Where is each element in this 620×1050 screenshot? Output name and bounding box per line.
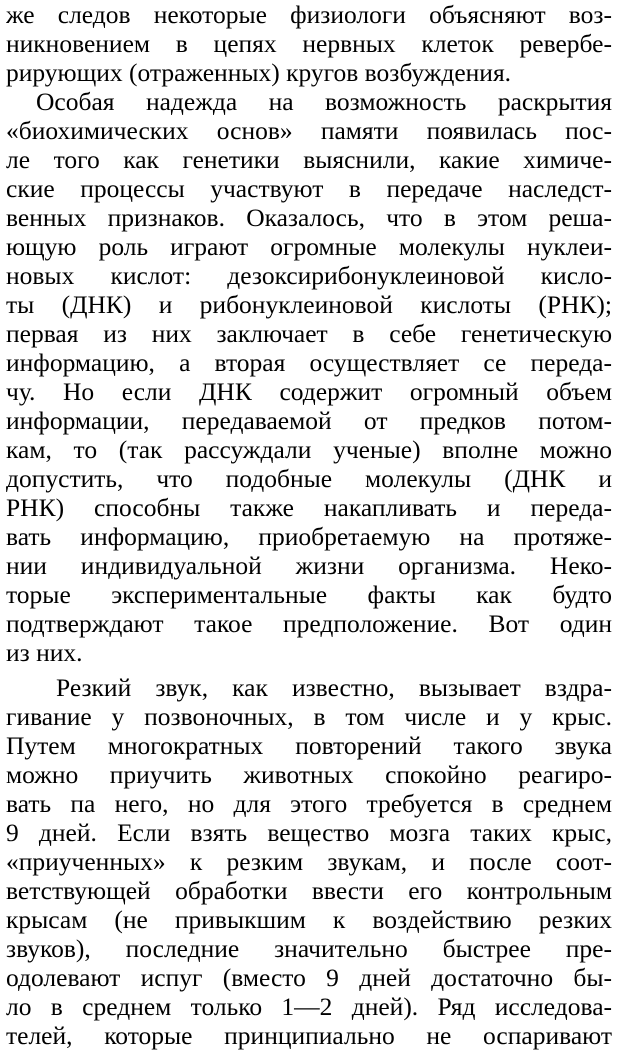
paragraph-1 (6, 0, 612, 87)
text-line: чу. Но если ДНК содержит огромный объем (6, 377, 612, 406)
text-line: информацию, а вторая осуществляет се переда- (6, 348, 612, 377)
text-line: телей, которые принципиально не оспаривают (6, 1021, 612, 1050)
text-line: никновением в цепях нервных клеток ревербе- (6, 29, 612, 58)
text-line: торые экспериментальные факты как будто (6, 580, 612, 609)
text-line: рирующих (отраженных) кругов возбуждения. (6, 58, 512, 87)
text-line: вать информацию, приобретаемую на протяже- (6, 522, 612, 551)
text-line: крысам (не привыкшим к воздействию резких (6, 905, 612, 934)
paragraph-3 (6, 673, 612, 1050)
text-line: «приученных» к резким звукам, и после соот- (6, 847, 612, 876)
text-line: ющую роль играют огромные молекулы нуклеи- (6, 232, 612, 261)
text-line: РНК) способны также накапливать и переда- (6, 493, 612, 522)
paragraph-2 (6, 87, 612, 667)
text-line: же следов некоторые физиологи объясняют воз- (6, 0, 612, 29)
text-line: первая из них заключает в себе генетическую (6, 319, 612, 348)
text-line: Особая надежда на возможность раскрытия (36, 87, 612, 116)
text-line: 9 дней. Если взять вещество мозга таких крыс, (6, 818, 612, 847)
text-page (6, 0, 612, 1050)
text-line: ло в среднем только 1—2 дней). Ряд исследова- (6, 992, 612, 1021)
text-line: кам, то (так рассуждали ученые) вполне можно (6, 435, 612, 464)
text-line: звуков), последние значительно быстрее пре- (6, 934, 612, 963)
text-line: венных признаков. Оказалось, что в этом реша- (6, 203, 612, 232)
text-line: одолевают испуг (вместо 9 дней достаточно бы- (6, 963, 612, 992)
text-line: ветствующей обработки ввести его контрольным (6, 876, 612, 905)
text-line: подтверждают такое предположение. Вот один (6, 609, 612, 638)
text-line: ле того как генетики выяснили, какие химиче- (6, 145, 612, 174)
text-line: гивание у позвоночных, в том числе и у крыс. (6, 702, 612, 731)
text-line: информации, передаваемой от предков потом- (6, 406, 612, 435)
text-line: новых кислот: дезоксирибонуклеиновой кисло- (6, 261, 612, 290)
text-line: вать па него, но для этого требуется в среднем (6, 789, 612, 818)
text-line: нии индивидуальной жизни организма. Неко- (6, 551, 612, 580)
text-line: можно приучить животных спокойно реагиро- (6, 760, 612, 789)
text-line: из них. (6, 638, 83, 667)
text-line: «биохимических основ» памяти появилась пос- (6, 116, 612, 145)
text-line: Резкий звук, как известно, вызывает вздра- (56, 673, 612, 702)
text-line: ты (ДНК) и рибонуклеиновой кислоты (РНК); (6, 290, 612, 319)
text-line: Путем многократных повторений такого звука (6, 731, 612, 760)
text-line: ские процессы участвуют в передаче наследст- (6, 174, 612, 203)
text-line: допустить, что подобные молекулы (ДНК и (6, 464, 612, 493)
